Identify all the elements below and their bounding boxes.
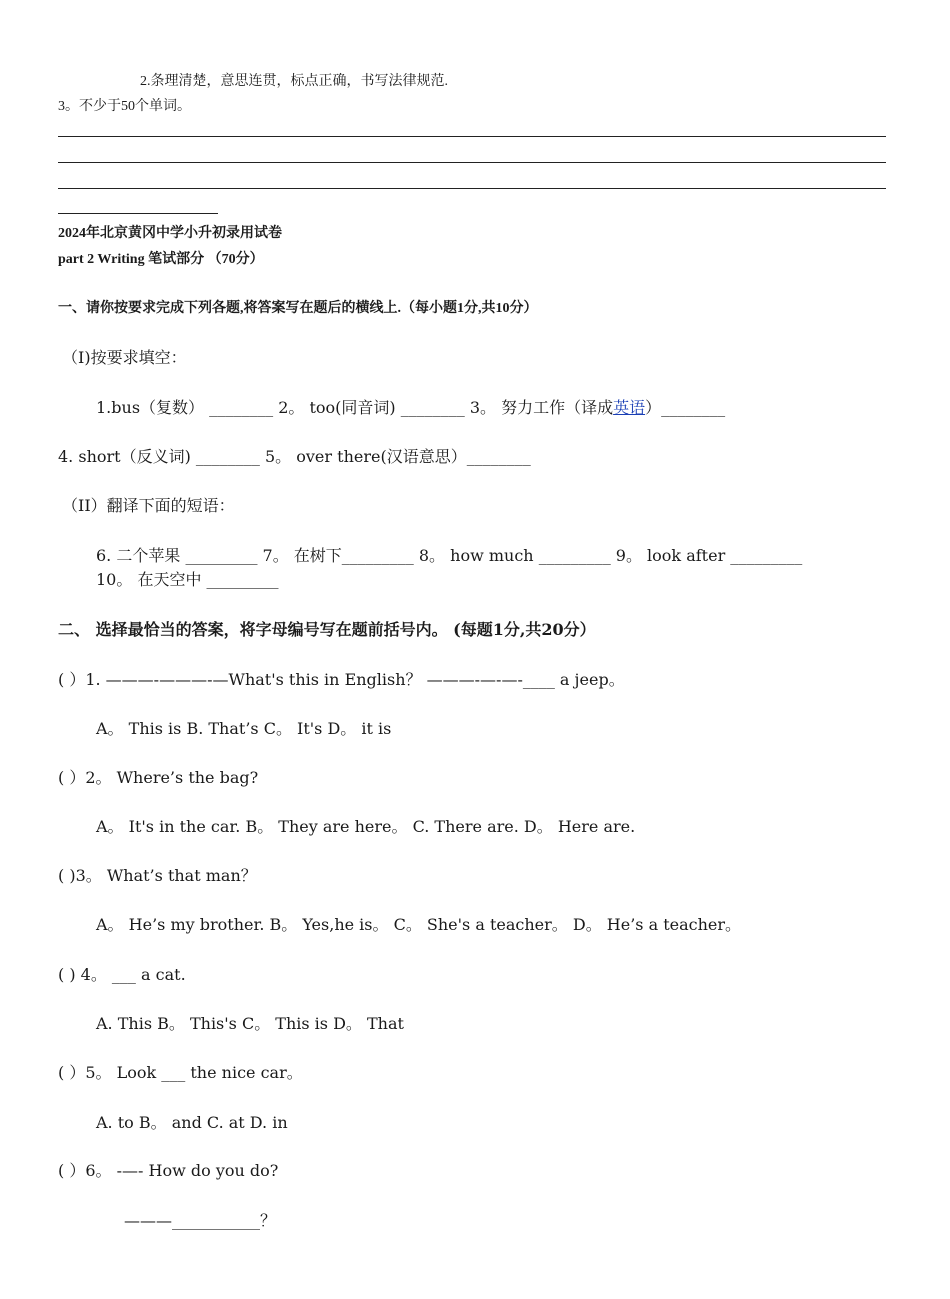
writing-line	[58, 188, 886, 189]
english-link[interactable]: 英语	[613, 398, 646, 417]
requirement-3: 3。不少于50个单词。	[58, 99, 191, 114]
questions-1-3	[96, 395, 725, 418]
question-options: A. to B。 and C. at D. in	[96, 1113, 288, 1132]
writing-line	[58, 136, 886, 137]
writing-line-short	[58, 213, 218, 214]
question-stem: ( ) 4。 ___ a cat.	[58, 965, 186, 984]
question-stem: ( ）2。 Where’s the bag?	[58, 768, 259, 787]
section2-heading: 二、 选择最恰当的答案，将字母编号写在题前括号内。 (每题1分,共20分）	[58, 620, 596, 639]
questions-1-3-text: 1.bus（复数） ________ 2。 too(同音词) ________ 3。 努力工作（译成	[96, 398, 614, 417]
questions-4-5: 4. short（反义词) ________ 5。 over there(汉语意思）________	[58, 447, 531, 466]
section1-sub1: （I)按要求填空：	[62, 348, 187, 367]
exam-title: 2024年北京黄冈中学小升初录用试卷	[58, 226, 282, 241]
question-stem: ( ）1. ———-———-—What's this in English？ ———-—-—-____ a jeep。	[58, 670, 625, 689]
section1-sub2: （II）翻译下面的短语：	[62, 496, 235, 515]
question-10: 10。 在天空中 _________	[96, 570, 279, 589]
question-options: A. This B。 This's C。 This is D。 That	[96, 1014, 404, 1033]
requirement-2: 2.条理清楚，意思连贯，标点正确，书写法律规范.	[140, 74, 448, 89]
questions-1-3-tail: ）________	[645, 398, 726, 417]
question-stem: ( ）6。 -—- How do you do?	[58, 1161, 279, 1180]
answer-blank: ———___________？	[124, 1211, 277, 1230]
question-stem: ( ）5。 Look ___ the nice car。	[58, 1063, 303, 1082]
question-options: A。 This is B. That’s C。 It's D。 it is	[96, 719, 392, 738]
questions-6-9: 6. 二个苹果 _________ 7。 在树下_________ 8。 how much _________ 9。 look after _________	[96, 546, 803, 565]
question-options: A。 He’s my brother. B。 Yes,he is。 C。 She's a teacher。 D。 He’s a teacher。	[96, 915, 742, 934]
question-stem: ( )3。 What’s that man？	[58, 866, 257, 885]
writing-line	[58, 162, 886, 163]
question-options: A。 It's in the car. B。 They are here。 C. There are. D。 Here are.	[96, 817, 636, 836]
section1-heading: 一、请你按要求完成下列各题,将答案写在题后的横线上.（每小题1分,共10分）	[58, 301, 538, 316]
part-title: part 2 Writing 笔试部分 （70分）	[58, 252, 264, 267]
